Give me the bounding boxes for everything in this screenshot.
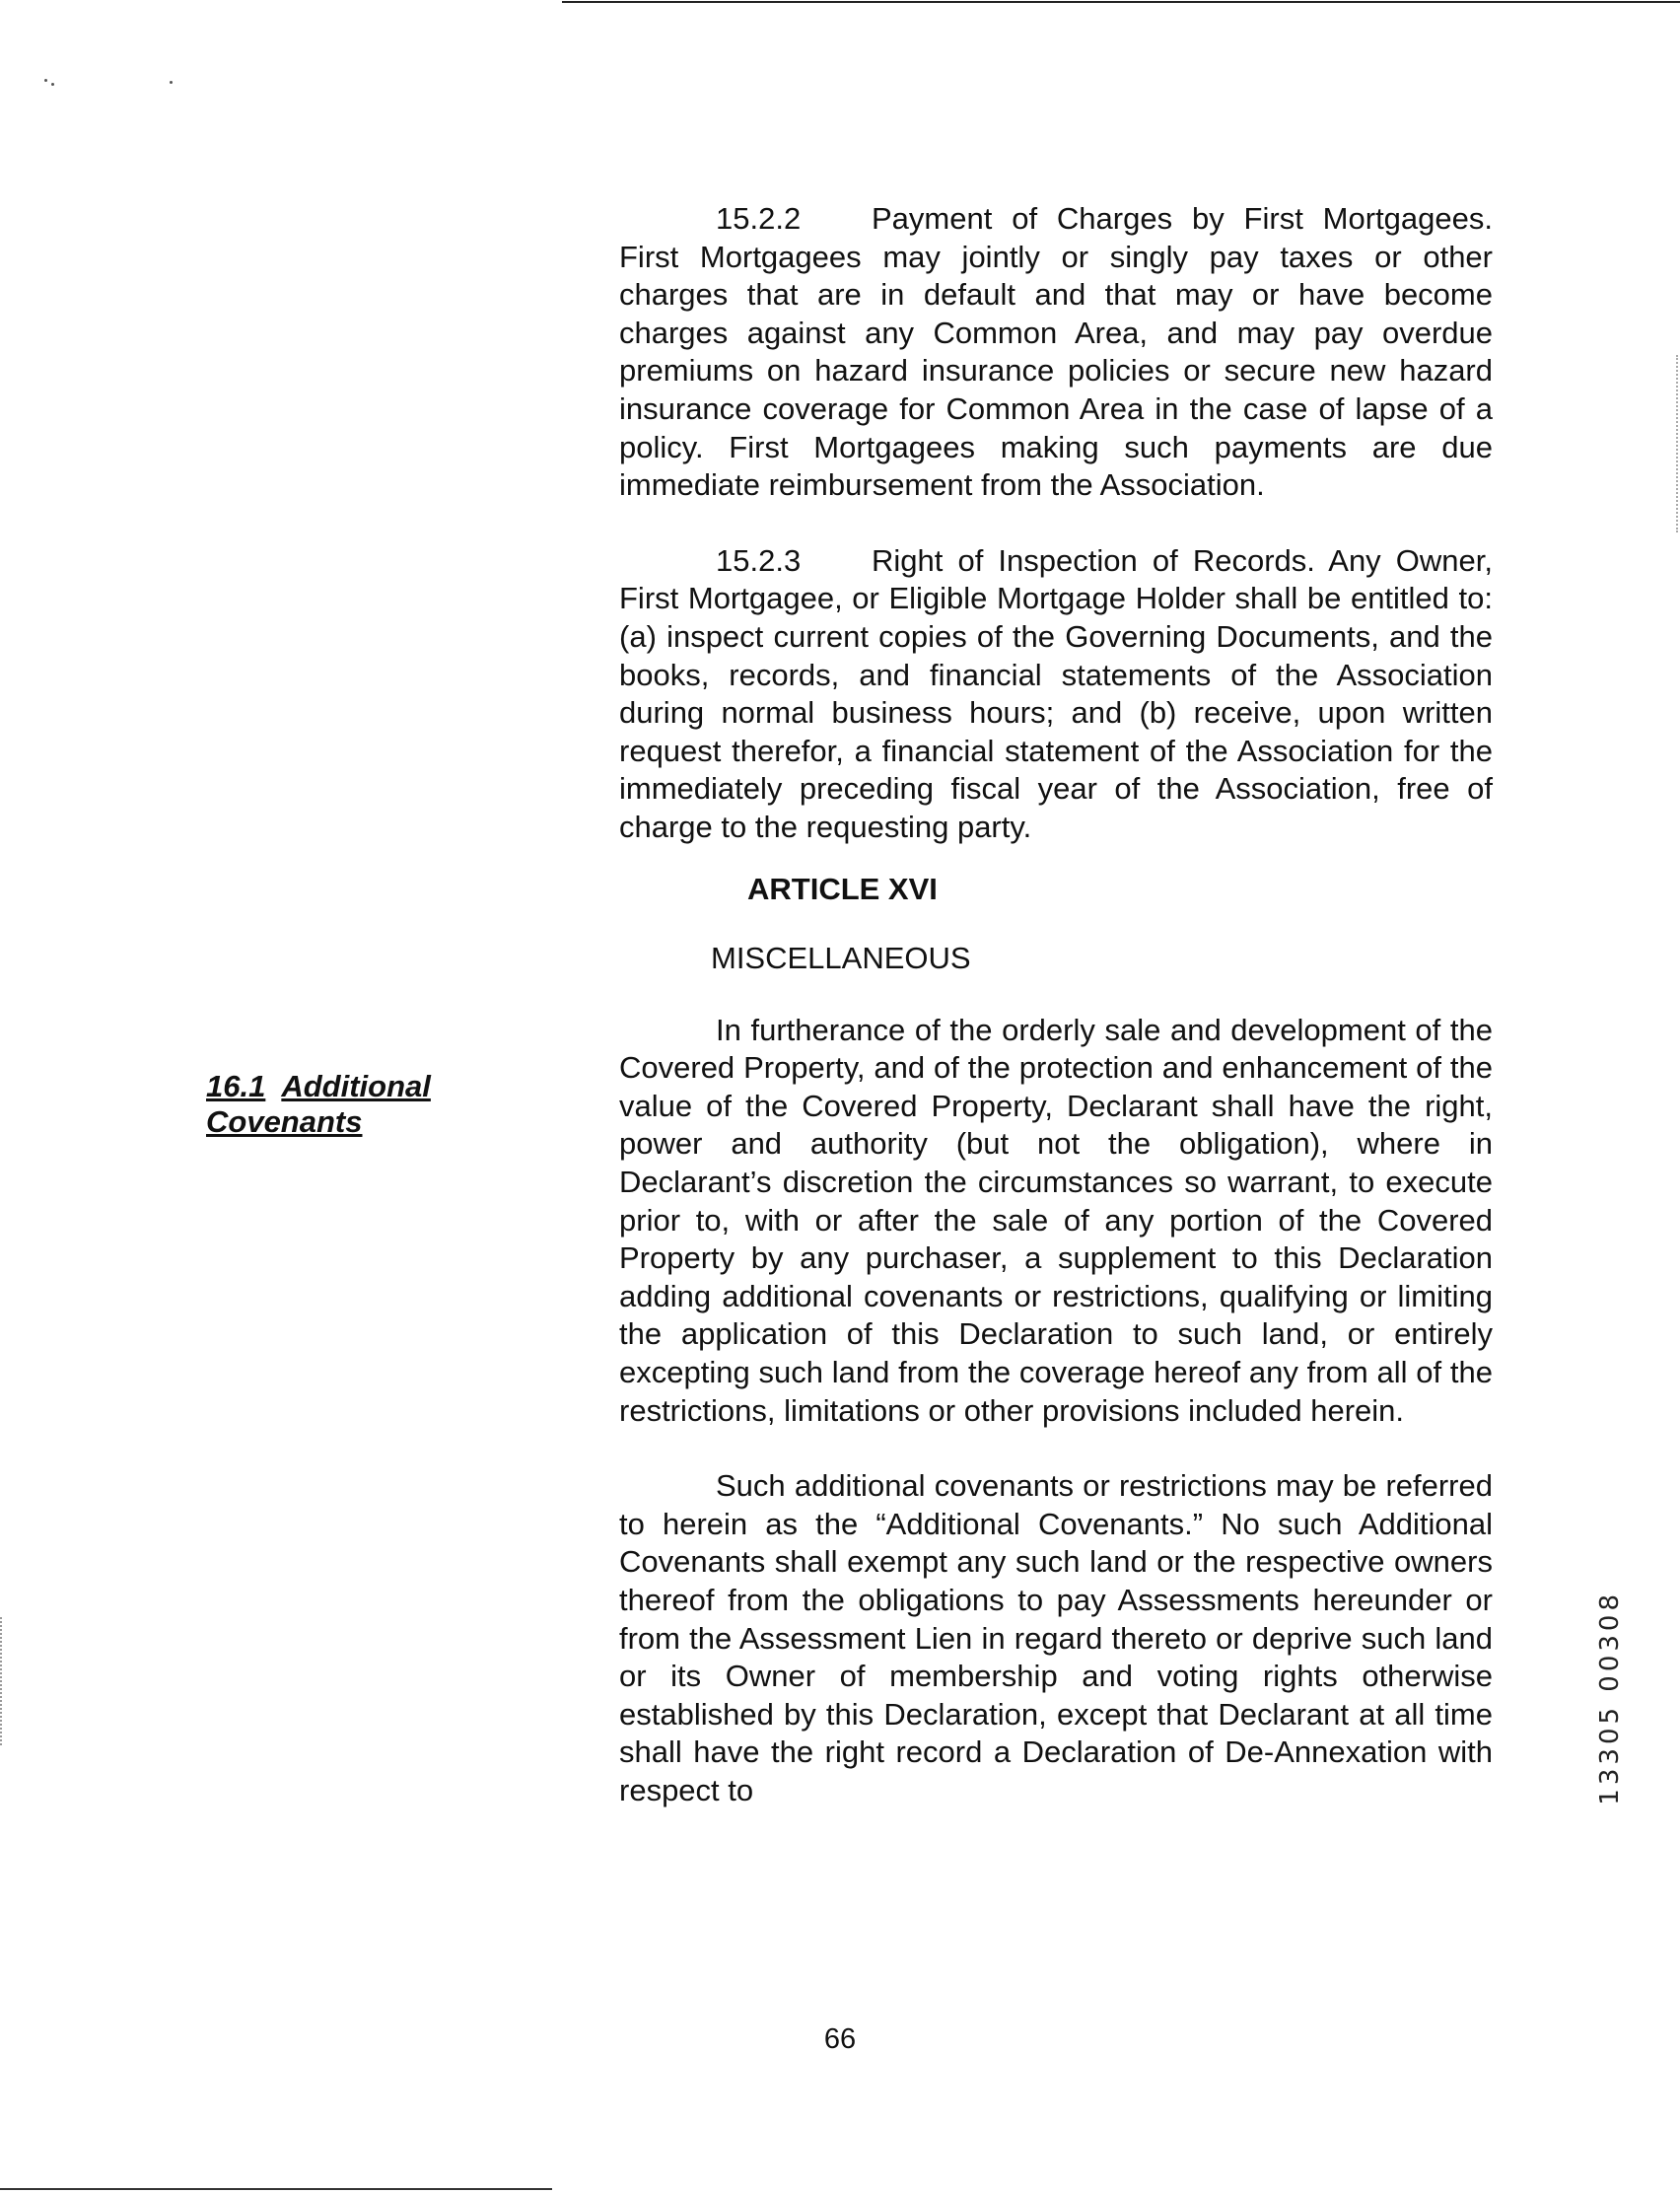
paragraph-16-1-a: In furtherance of the orderly sale and development of the Covered Property, and of the protection and enhancement of the value of the Covered Property, Declarant shall have the right, power and authority (but not the obligation), where in Declarant’s discretion the circumstances so warrant, to execute prior to, with or after the sale of any portion of the Covered Property by any purchaser, a supplement to this Declaration adding additional covenants or restrictions, qualifying or limiting the application of this Declaration to such land, or entirely excepting such land from the coverage hereof any from all of the restrictions, limitations or other provisions included herein. [619,1012,1493,1428]
section-text: Payment of Charges by First Mortgagees. First Mortgagees may jointly or singly pay taxes or other charges that are in default and that may or have become charges against any Common Area, and may pay overdue premiums on hazard insurance policies or secure new hazard insurance coverage for Common Area in the case of lapse of a policy. First Mortgagees making such payments are due immediate reimbursement from the Association. [619,201,1493,503]
section-number: 15.2.2 [716,201,802,236]
scan-speck [51,83,54,86]
section-15-2-3 [619,542,1493,847]
page-number: 66 [823,2023,857,2055]
scan-left-marks [0,1617,4,1745]
side-heading-title: Additional Covenants [206,1069,431,1139]
scan-top-edge [562,1,1680,3]
scan-speck [170,81,173,84]
scan-speck [44,79,47,82]
section-text: Right of Inspection of Records. Any Owner, First Mortgagee, or Eligible Mortgage Holder shall be entitled to: (a) inspect current copies of the Governing Documents, and the books, records, and financial statements of the Association during normal business hours; and (b) receive, upon written request therefor, a financial statement of the Association for the immediately preceding fiscal year of the Association, free of charge to the requesting party. [619,542,1493,844]
recording-number: 13305 00308 [1595,1591,1625,1805]
side-heading-number: 16.1 [206,1069,266,1103]
article-title: ARTICLE XVI [747,871,938,906]
paragraph-16-1-b: Such additional covenants or restrictions may be referred to herein as the “Additional Covenants.” No such Additional Covenants shall exempt any such land or the respective owners thereof from the obligations to pay Assessments hereunder or from the Assessment Lien in regard thereto or deprive such land or its Owner of membership and voting rights otherwise established by this Declaration, except that Declarant at all time shall have the right record a Declaration of De-Annexation with respect to [619,1468,1493,1807]
side-heading-16-1 [206,1069,502,1140]
section-15-2-2 [619,200,1493,505]
main-text-column [619,200,1493,1810]
scan-bottom-edge [0,2188,552,2190]
section-number: 15.2.3 [716,542,802,578]
article-subtitle: MISCELLANEOUS [711,941,971,976]
scan-right-marks [1676,355,1680,532]
